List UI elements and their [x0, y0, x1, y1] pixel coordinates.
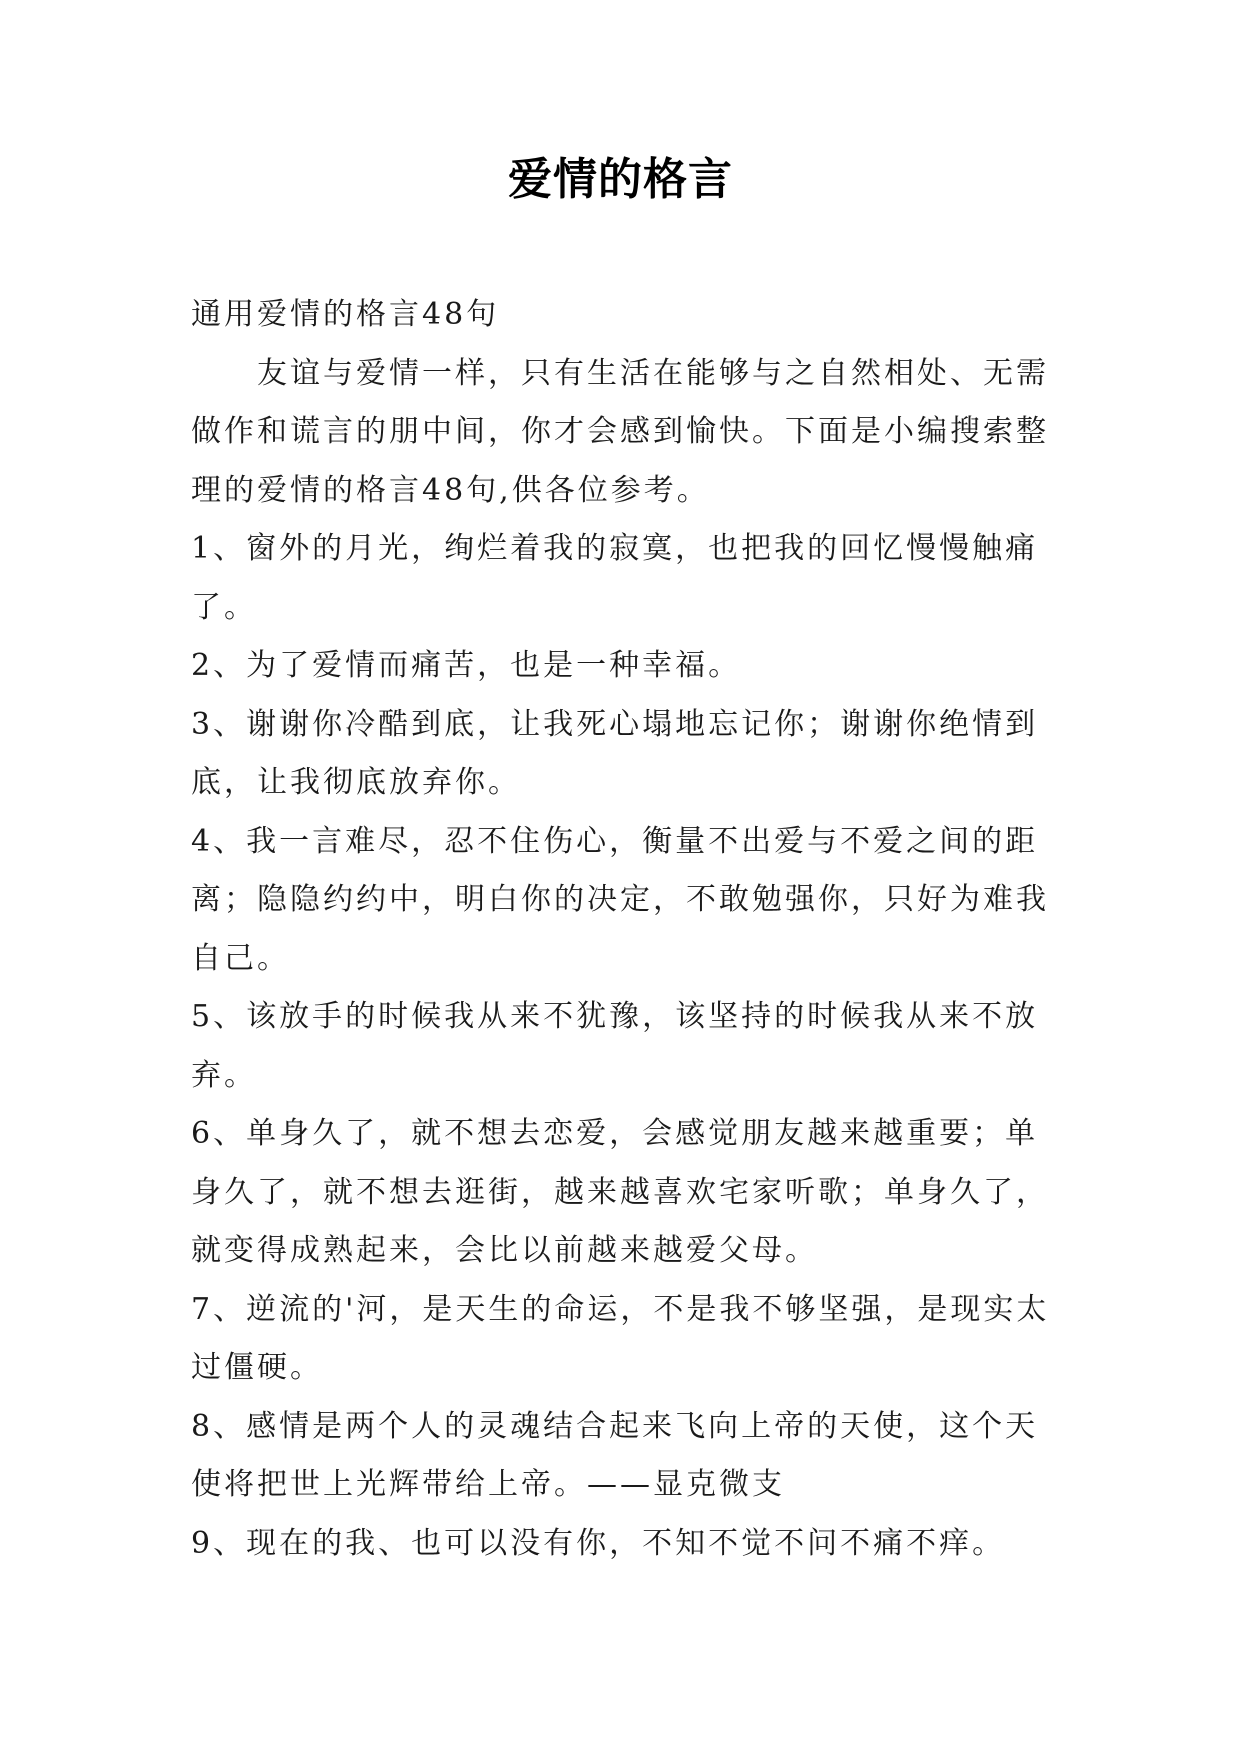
quote-item-3: 3、谢谢你冷酷到底，让我死心塌地忘记你；谢谢你绝情到底，让我彻底放弃你。	[191, 706, 1039, 800]
document-subtitle: 通用爱情的格言48句	[191, 297, 500, 332]
quote-item-4: 4、我一言难尽，忍不住伤心，衡量不出爱与不爱之间的距离；隐隐约约中，明白你的决定，不敢勉强你，只好为难我自己。	[191, 823, 1049, 976]
quote-item-2: 2、为了爱情而痛苦，也是一种幸福。	[191, 648, 742, 683]
quote-item-8: 8、感情是两个人的灵魂结合起来飞向上帝的天使，这个天使将把世上光辉带给上帝。——显克微支	[191, 1408, 1039, 1502]
quote-item-1: 1、窗外的月光，绚烂着我的寂寞，也把我的回忆慢慢触痛了。	[191, 531, 1039, 625]
quote-item-9: 9、现在的我、也可以没有你，不知不觉不问不痛不痒。	[191, 1525, 1006, 1561]
document-body	[191, 286, 1071, 1573]
quote-item-6: 6、单身久了，就不想去恋爱，会感觉朋友越来越重要；单身久了，就不想去逛街，越来越喜欢宅家听歌；单身久了，就变得成熟起来，会比以前越来越爱父母。	[191, 1116, 1049, 1268]
intro-paragraph: 友谊与爱情一样，只有生活在能够与之自然相处、无需做作和谎言的朋中间，你才会感到愉快。下面是小编搜索整理的爱情的格言48句,供各位参考。	[191, 355, 1049, 508]
quote-item-7: 7、逆流的'河，是天生的命运，不是我不够坚强，是现实太过僵硬。	[191, 1291, 1050, 1385]
quote-item-5: 5、该放手的时候我从来不犹豫，该坚持的时候我从来不放弃。	[191, 999, 1039, 1093]
document-title: 爱情的格言	[508, 154, 733, 205]
